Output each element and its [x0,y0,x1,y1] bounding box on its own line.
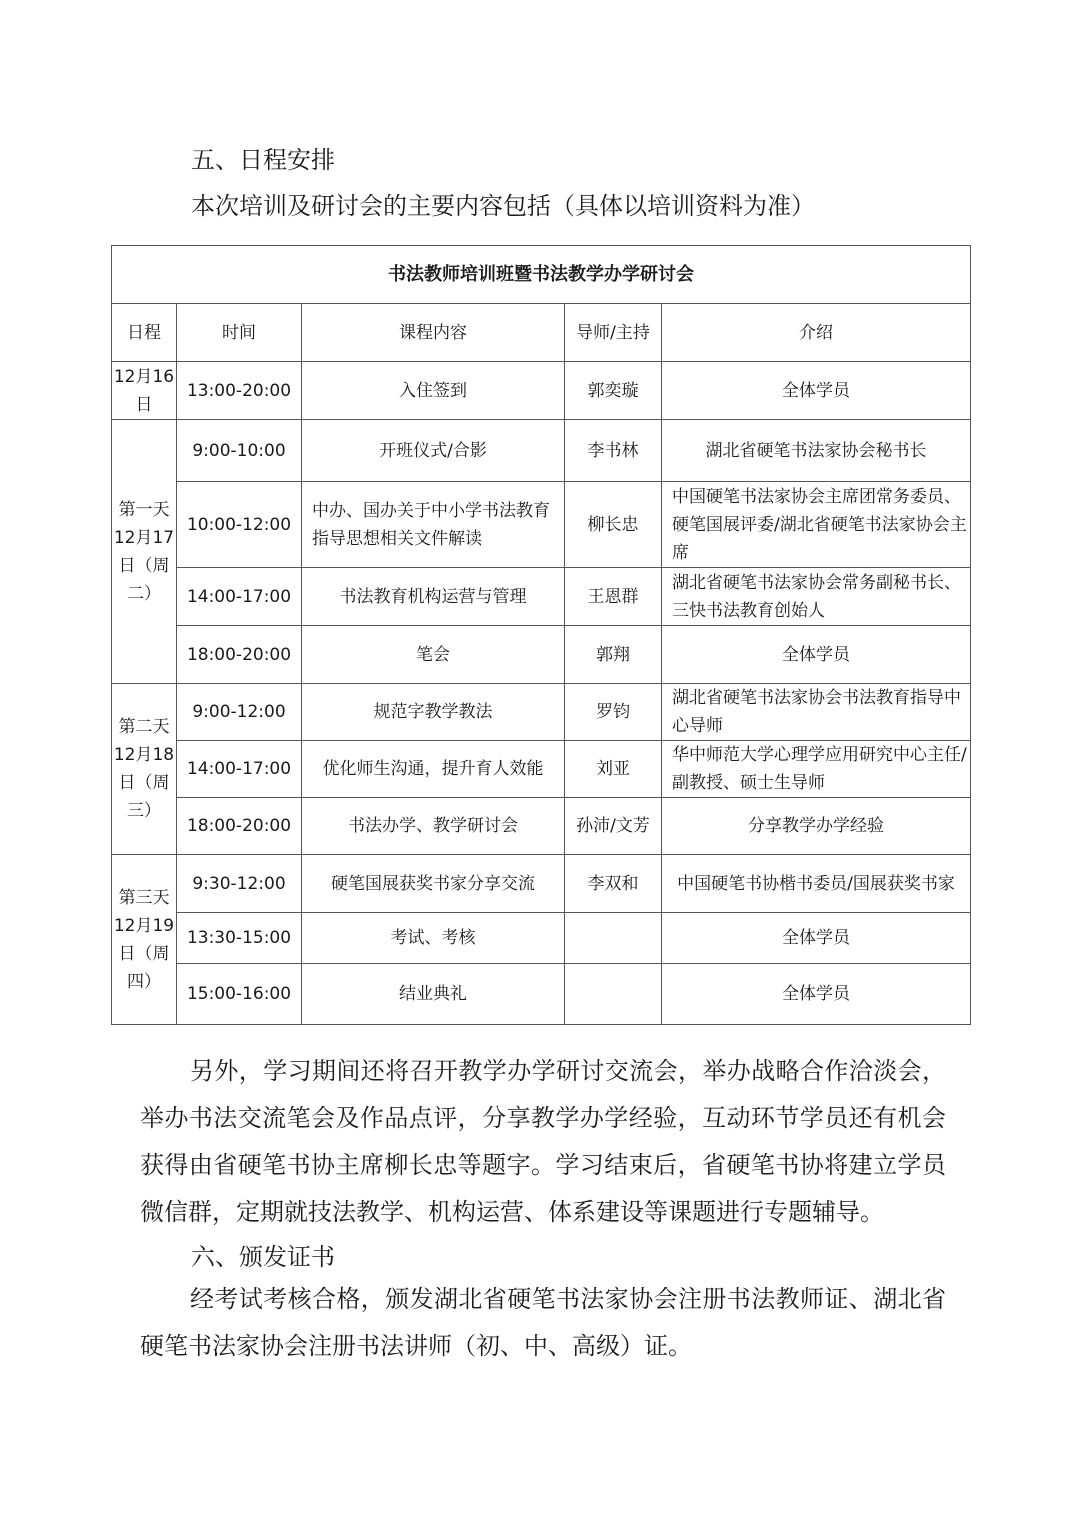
day-cell: 第三天12月19日（周四） [112,855,177,1025]
intro-cell: 分享教学办学经验 [662,798,971,855]
content-cell: 考试、考核 [302,913,565,964]
table-row [112,362,971,420]
table-row [112,626,971,684]
tutor-cell: 郭翔 [565,626,662,684]
time-cell: 14:00-17:00 [177,568,302,626]
content-cell: 书法教育机构运营与管理 [302,568,565,626]
time-cell: 10:00-12:00 [177,482,302,568]
time-cell: 9:00-10:00 [177,420,302,482]
tutor-cell [565,913,662,964]
table-row [112,684,971,741]
content-cell: 硬笔国展获奖书家分享交流 [302,855,565,913]
intro-cell: 全体学员 [662,913,971,964]
section-5-heading: 五、日程安排 [191,146,335,174]
intro-cell: 中国硬笔书协楷书委员/国展获奖书家 [662,855,971,913]
intro-cell: 全体学员 [662,626,971,684]
time-cell: 15:00-16:00 [177,964,302,1025]
header-time: 时间 [177,304,302,362]
header-day: 日程 [112,304,177,362]
table-row [112,482,971,568]
content-cell: 优化师生沟通，提升育人效能 [302,741,565,798]
content-cell: 书法办学、教学研讨会 [302,798,565,855]
time-cell: 18:00-20:00 [177,626,302,684]
intro-cell: 湖北省硬笔书法家协会秘书长 [662,420,971,482]
tutor-cell: 刘亚 [565,741,662,798]
tutor-cell: 孙沛/文芳 [565,798,662,855]
intro-cell: 中国硬笔书法家协会主席团常务委员、硬笔国展评委/湖北省硬笔书法家协会主席 [662,482,971,568]
tutor-cell: 郭奕璇 [565,362,662,420]
table-row [112,798,971,855]
intro-cell: 华中师范大学心理学应用研究中心主任/副教授、硕士生导师 [662,741,971,798]
header-content: 课程内容 [302,304,565,362]
tutor-cell: 李双和 [565,855,662,913]
section-5-intro: 本次培训及研讨会的主要内容包括（具体以培训资料为准） [191,192,815,220]
certificate-paragraph: 经考试考核合格，颁发湖北省硬笔书法家协会注册书法教师证、湖北省硬笔书法家协会注册书法讲师（初、中、高级）证。 [140,1285,946,1360]
table-row [112,741,971,798]
section-6-heading: 六、颁发证书 [191,1243,335,1271]
content-cell: 结业典礼 [302,964,565,1025]
table-row [112,855,971,913]
time-cell: 14:00-17:00 [177,741,302,798]
time-cell: 13:00-20:00 [177,362,302,420]
table-title: 书法教师培训班暨书法教学办学研讨会 [112,246,971,304]
tutor-cell: 柳长忠 [565,482,662,568]
intro-cell: 湖北省硬笔书法家协会书法教育指导中心导师 [662,684,971,741]
table-row [112,568,971,626]
day-cell: 第二天12月18日（周三） [112,684,177,855]
content-cell: 开班仪式/合影 [302,420,565,482]
header-tutor: 导师/主持 [565,304,662,362]
table-header-row [112,304,971,362]
time-cell: 9:00-12:00 [177,684,302,741]
schedule-table [111,245,971,1025]
intro-cell: 全体学员 [662,964,971,1025]
table-row [112,913,971,964]
table-row [112,964,971,1025]
tutor-cell: 罗钧 [565,684,662,741]
header-intro: 介绍 [662,304,971,362]
time-cell: 18:00-20:00 [177,798,302,855]
intro-cell: 湖北省硬笔书法家协会常务副秘书长、三快书法教育创始人 [662,568,971,626]
content-cell: 规范字教学教法 [302,684,565,741]
intro-cell: 全体学员 [662,362,971,420]
table-row [112,420,971,482]
content-cell: 中办、国办关于中小学书法教育指导思想相关文件解读 [302,482,565,568]
additional-info-paragraph: 另外，学习期间还将召开教学办学研讨交流会，举办战略合作洽淡会，举办书法交流笔会及作品点评，分享教学办学经验，互动环节学员还有机会获得由省硬笔书协主席柳长忠等题字。学习结束后，省硬笔书协将建立学员微信群，定期就技法教学、机构运营、体系建设等课题进行专题辅导。 [140,1057,946,1226]
tutor-cell: 王恩群 [565,568,662,626]
content-cell: 入住签到 [302,362,565,420]
content-cell: 笔会 [302,626,565,684]
time-cell: 9:30-12:00 [177,855,302,913]
time-cell: 13:30-15:00 [177,913,302,964]
tutor-cell: 李书林 [565,420,662,482]
tutor-cell [565,964,662,1025]
day-cell: 第一天12月17日（周二） [112,420,177,684]
day-cell: 12月16日 [112,362,177,420]
